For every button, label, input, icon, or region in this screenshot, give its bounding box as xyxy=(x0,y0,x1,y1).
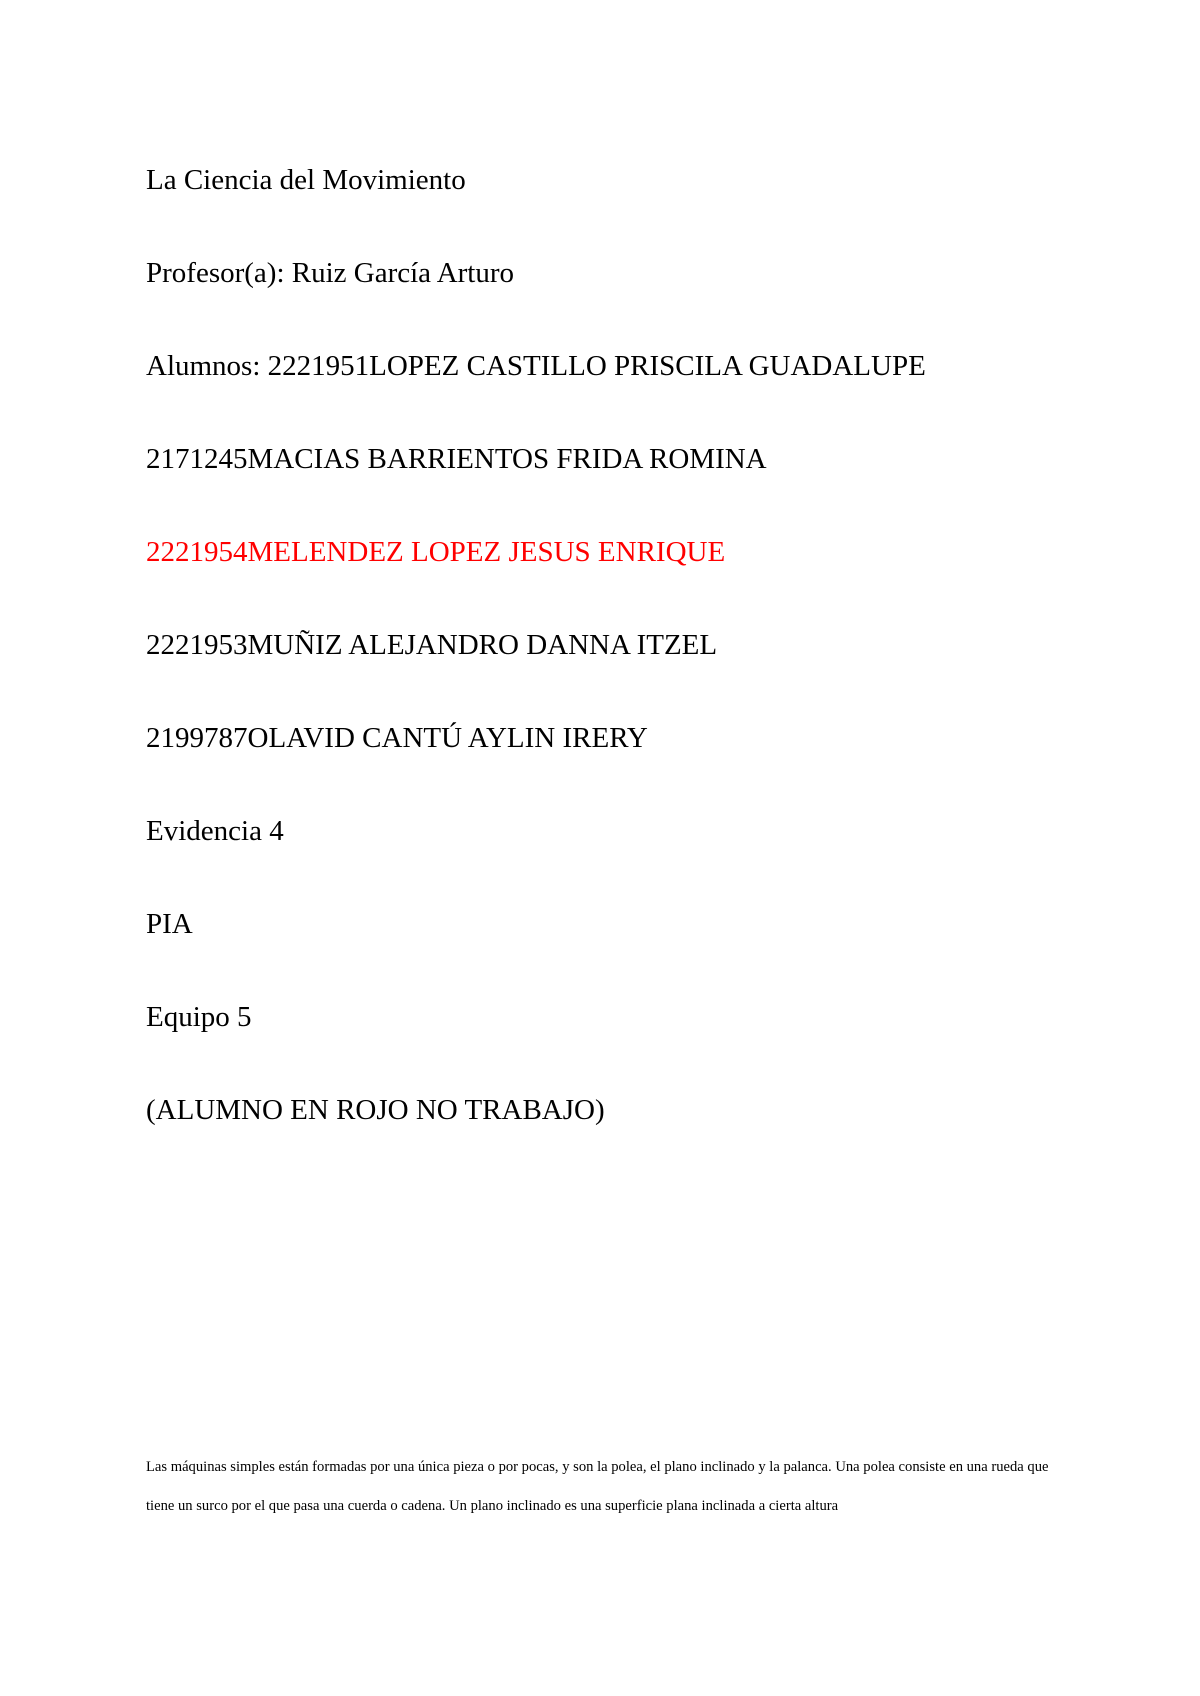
team-line: Equipo 5 xyxy=(146,1001,252,1033)
student-line-2: 2171245MACIAS BARRIENTOS FRIDA ROMINA xyxy=(146,443,767,475)
professor-line: Profesor(a): Ruiz García Arturo xyxy=(146,257,515,289)
student-line-5: 2199787OLAVID CANTÚ AYLIN IRERY xyxy=(146,722,648,754)
evidence-line: Evidencia 4 xyxy=(146,815,284,847)
course-title: La Ciencia del Movimiento xyxy=(146,164,466,196)
note-line: (ALUMNO EN ROJO NO TRABAJO) xyxy=(146,1094,605,1126)
student-line-3-highlighted: 2221954MELENDEZ LOPEZ JESUS ENRIQUE xyxy=(146,536,726,568)
student-line-4: 2221953MUÑIZ ALEJANDRO DANNA ITZEL xyxy=(146,629,718,661)
student-line-1: Alumnos: 2221951LOPEZ CASTILLO PRISCILA GUADALUPE xyxy=(146,350,926,382)
body-paragraph: Las máquinas simples están formadas por una única pieza o por pocas, y son la polea, el plano inclinado y la palanca. Una polea consiste en una rueda que tiene un surco por el que pasa una cuerda o cadena. Un plano inclinado es una superficie plana inclinada a cierta altura xyxy=(146,1459,1049,1514)
pia-line: PIA xyxy=(146,908,193,940)
